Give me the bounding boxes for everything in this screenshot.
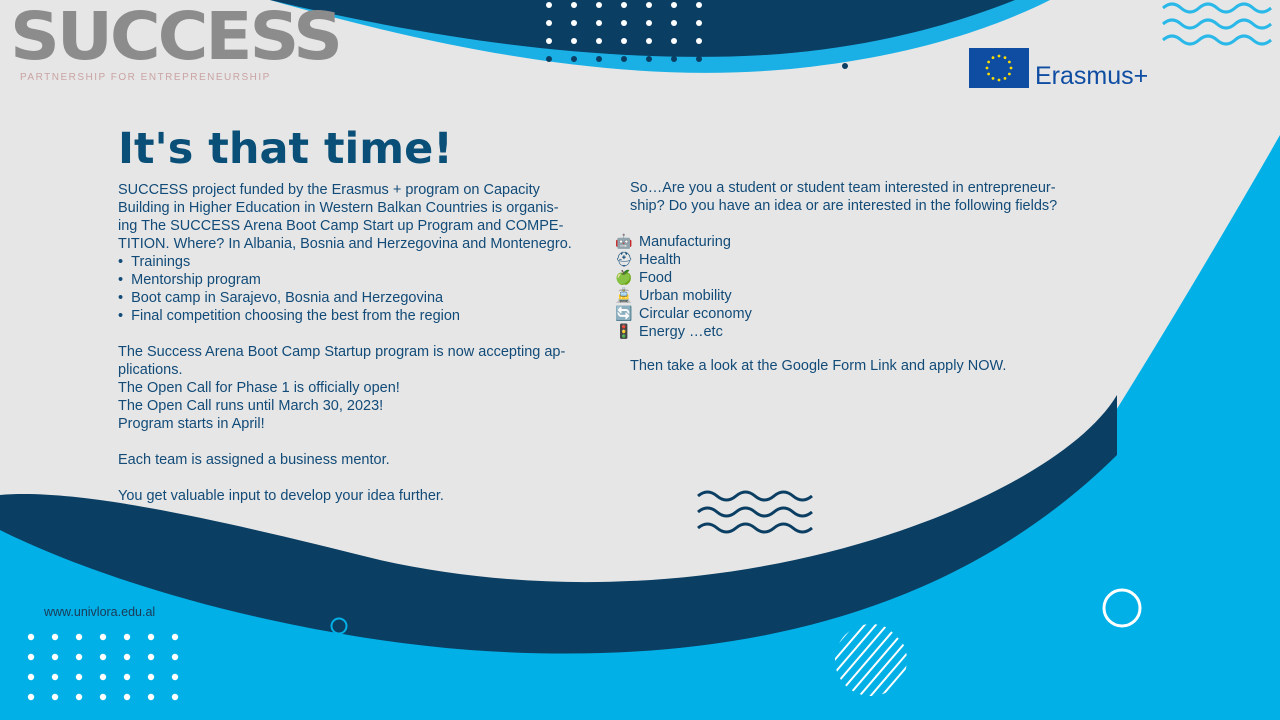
website-link[interactable]: www.univlora.edu.al	[44, 605, 156, 619]
medical-helmet-icon: ⛑	[615, 251, 633, 267]
left-column	[118, 181, 598, 505]
logo-tagline: PARTNERSHIP FOR ENTREPRENEURSHIP	[20, 72, 271, 83]
logo-wordmark: SUCCESS	[10, 0, 340, 75]
intro-line: Building in Higher Education in Western Balkan Countries is organis-	[118, 200, 559, 216]
offer-item: • Boot camp in Sarajevo, Bosnia and Herzegovina	[118, 290, 444, 306]
offer-item: • Trainings	[118, 254, 191, 270]
field-item: 🚊 Urban mobility	[615, 287, 732, 304]
field-item: 🚦 Energy …etc	[615, 323, 723, 340]
traffic-light-icon: 🚦	[615, 323, 633, 339]
question-line: ship? Do you have an idea or are interested in the following fields?	[630, 198, 1058, 214]
field-item: 🔄 Circular economy	[615, 305, 752, 322]
offer-item: • Mentorship program	[118, 272, 261, 288]
question-block	[630, 179, 1090, 215]
intro-line: ing The SUCCESS Arena Boot Camp Start up Program and COMPE-	[118, 218, 564, 234]
intro-line: SUCCESS project funded by the Erasmus + program on Capacity	[118, 182, 540, 198]
mentor-line: Each team is assigned a business mentor.	[118, 452, 390, 468]
erasmus-label: Erasmus+	[1035, 62, 1149, 90]
field-item: 🍏 Food	[615, 269, 673, 286]
announcement-line: Program starts in April!	[118, 416, 265, 432]
success-logo	[0, 0, 340, 90]
recycle-arrows-icon: 🔄	[615, 305, 633, 321]
robot-icon: 🤖	[615, 233, 633, 249]
field-item: 🤖 Manufacturing	[615, 233, 731, 250]
tram-icon: 🚊	[615, 287, 633, 303]
announcement-line: plications.	[118, 362, 183, 378]
green-apple-icon: 🍏	[615, 269, 633, 285]
input-line: You get valuable input to develop your idea further.	[118, 488, 444, 504]
intro-line: TITION. Where? In Albania, Bosnia and Herzegovina and Montenegro.	[118, 236, 572, 252]
announcement-line: The Open Call for Phase 1 is officially open!	[118, 380, 400, 396]
announcement-line: The Open Call runs until March 30, 2023!	[118, 398, 384, 414]
field-item: ⛑ Health	[615, 251, 681, 268]
announcement-line: The Success Arena Boot Camp Startup program is now accepting ap-	[118, 344, 566, 360]
page-title: It's that time!	[118, 124, 453, 174]
offer-item: • Final competition choosing the best from the region	[118, 308, 460, 324]
question-line: So…Are you a student or student team interested in entrepreneur-	[630, 180, 1056, 196]
apply-line: Then take a look at the Google Form Link and apply NOW.	[630, 358, 1007, 374]
eu-flag-icon	[969, 48, 1029, 88]
